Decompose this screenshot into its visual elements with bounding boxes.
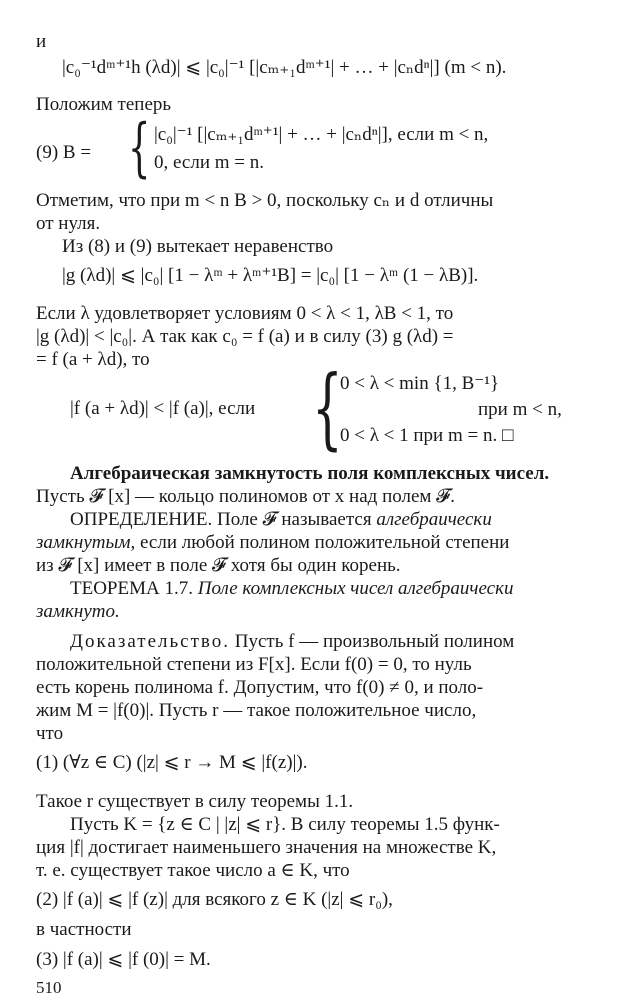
text-line: положительной степени из F[x]. Если f(0) = 0, то нуль [36,654,472,675]
section-heading: Алгебраическая замкнутость поля комплексных чисел. [70,463,550,484]
page-number: 510 [36,978,62,997]
text-line: в частности [36,919,132,940]
formula: |f (a + λd)| < |f (a)|, если [70,398,256,419]
text-line: Пусть K = {z ∈ C | |z| ⩽ r}. В силу теоремы 1.5 функ- [70,814,500,835]
definition-line: ОПРЕДЕЛЕНИЕ. Поле 𝓕 называется алгебраически [70,509,492,530]
text-line: Если λ удовлетворяет условиям 0 < λ < 1, λB < 1, то [36,303,454,324]
text-line: ция |f| достигает наименьшего значения на множестве K, [36,837,497,858]
text-line: Такое r существует в силу теоремы 1.1. [36,791,354,812]
text-line: из 𝓕 [x] имеет в поле 𝓕 хотя бы один корень. [36,555,401,576]
text-line: замкнуто. [36,601,120,622]
formula: (3) |f (a)| ⩽ |f (0)| = M. [36,949,211,970]
text-line: есть корень полинома f. Допустим, что f(0) ≠ 0, и поло- [36,677,484,698]
text-line: Положим теперь [36,94,172,115]
theorem-line: ТЕОРЕМА 1.7. Поле комплексных чисел алгебраически [70,578,514,599]
left-brace: { [312,356,343,459]
proof-line: Доказательство. Пусть f — произвольный полином [70,631,515,652]
text-line: = f (a + λd), то [36,349,150,370]
formula-case: 0 < λ < min {1, B⁻¹} [340,373,500,394]
text-line: что [36,723,64,744]
text-line: от нуля. [36,213,101,234]
formula-case: |c₀|⁻¹ [|cₘ₊₁dᵐ⁺¹| + … + |cₙdⁿ|], если m < n, [154,124,489,145]
formula-case: 0, если m = n. [154,152,264,173]
text-line: жим M = |f(0)|. Пусть r — такое положительное число, [36,700,477,721]
formula: |g (λd)| ⩽ |c₀| [1 − λᵐ + λᵐ⁺¹B] = |c₀| [1 − λᵐ (1 − λB)]. [62,265,479,286]
left-brace: { [128,111,151,185]
formula: |c₀⁻¹dᵐ⁺¹h (λd)| ⩽ |c₀|⁻¹ [|cₘ₊₁dᵐ⁺¹| + … + |cₙdⁿ|] (m < n). [62,57,507,78]
text-line: и [36,31,47,52]
text-line: т. е. существует такое число a ∈ K, что [36,860,350,881]
formula: (1) (∀z ∈ C) (|z| ⩽ r → M ⩽ |f(z)|). [36,752,308,773]
text-line: Отметим, что при m < n B > 0, поскольку cₙ и d отличны [36,190,494,211]
equation-label: (9) B = [36,142,92,163]
definition-label: ОПРЕДЕЛЕНИЕ. [70,509,213,530]
formula-case: 0 < λ < 1 при m = n. □ [340,425,514,446]
theorem-label: ТЕОРЕМА 1.7. [70,578,193,599]
formula-case: при m < n, [478,399,562,420]
proof-label: Доказательство. [70,631,230,652]
formula: (2) |f (a)| ⩽ |f (z)| для всякого z ∈ K (|z| ⩽ r₀), [36,889,393,910]
text-line: Пусть 𝓕 [x] — кольцо полиномов от x над полем 𝓕. [36,486,455,507]
text-line: |g (λd)| < |c₀|. А так как c₀ = f (a) и в силу (3) g (λd) = [36,326,454,347]
text-line: Из (8) и (9) вытекает неравенство [62,236,334,257]
text-line: замкнутым, если любой полином положительной степени [36,532,510,553]
